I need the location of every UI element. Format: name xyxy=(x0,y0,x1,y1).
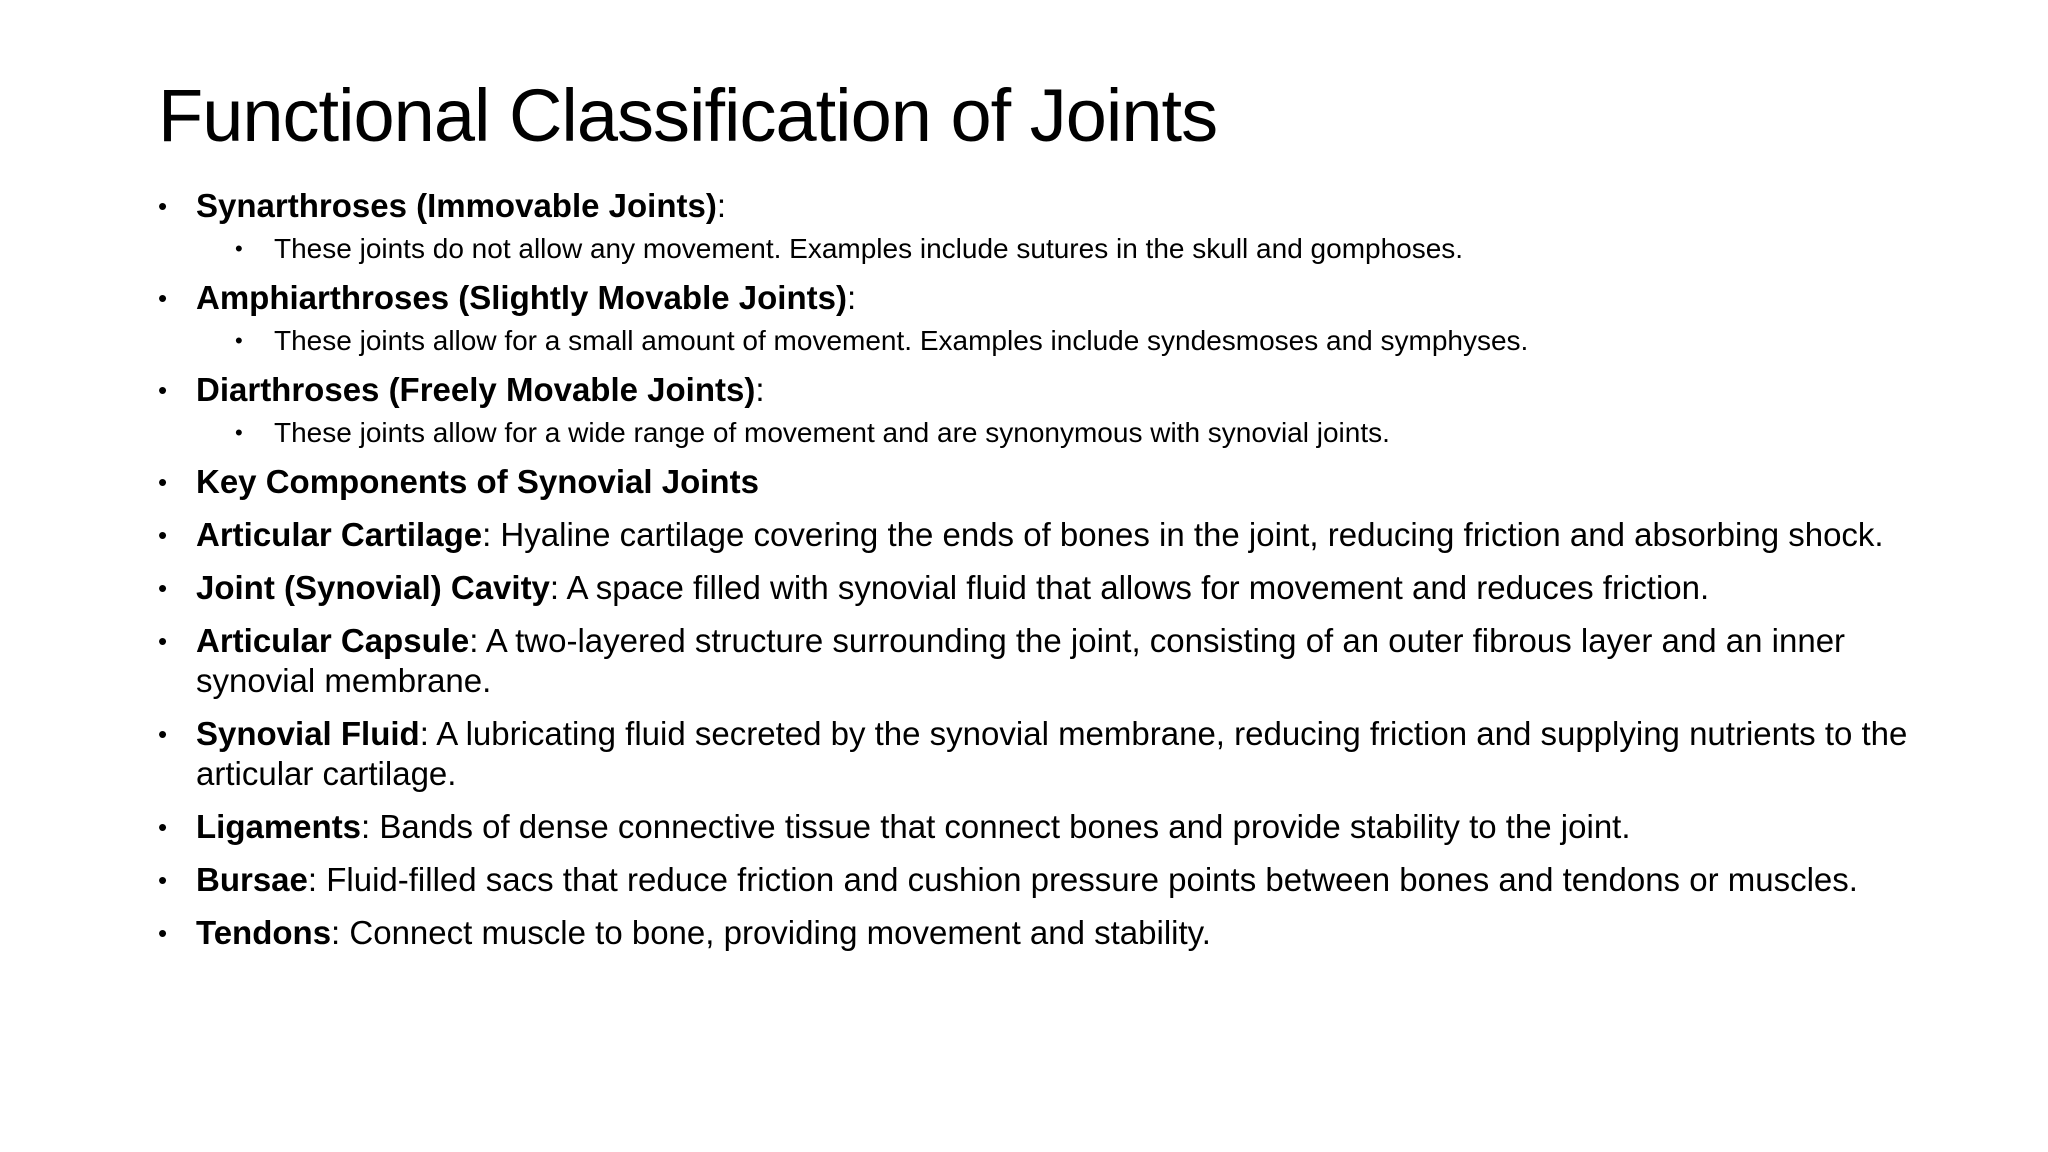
item-text: : Bands of dense connective tissue that connect bones and provide stability to the joint. xyxy=(361,808,1631,845)
bullet-icon: • xyxy=(158,918,168,948)
item-text: : Fluid-filled sacs that reduce friction and cushion pressure points between bones and tendons or muscles. xyxy=(307,861,1858,898)
sub-item-synarthroses xyxy=(158,230,1918,268)
item-label: Tendons xyxy=(196,914,332,951)
item-label: Ligaments xyxy=(196,808,362,845)
list-item-articular-capsule xyxy=(158,621,1918,701)
item-text: : Hyaline cartilage covering the ends of bones in the joint, reducing friction and absorbing shock. xyxy=(482,516,1884,553)
list-item-synovial-fluid xyxy=(158,714,1918,794)
item-label: Articular Capsule xyxy=(196,622,470,659)
bullet-icon: • xyxy=(158,520,168,550)
list-item-bursae xyxy=(158,860,1918,900)
sub-bullet-icon: • xyxy=(235,236,243,261)
slide-title: Functional Classification of Joints xyxy=(158,74,1218,157)
item-text: : xyxy=(846,279,857,316)
bullet-icon: • xyxy=(158,719,168,749)
bullet-icon: • xyxy=(158,865,168,895)
sub-item-amphiarthroses xyxy=(158,322,1918,360)
bullet-list xyxy=(158,186,1918,966)
bullet-icon: • xyxy=(158,191,168,221)
item-label: Key Components of Synovial Joints xyxy=(196,463,759,500)
list-item-articular-cartilage xyxy=(158,515,1918,555)
list-item-joint-cavity xyxy=(158,568,1918,608)
sub-item-text: These joints do not allow any movement. Examples include sutures in the skull and gomphoses. xyxy=(274,233,1464,264)
item-text: : A lubricating fluid secreted by the synovial membrane, reducing friction and supplying nutrients to the articular cartilage. xyxy=(196,715,1908,792)
bullet-icon: • xyxy=(158,283,168,313)
item-label: Amphiarthroses (Slightly Movable Joints) xyxy=(196,279,847,316)
item-label: Synovial Fluid xyxy=(196,715,420,752)
list-item-amphiarthroses xyxy=(158,278,1918,318)
sub-item-text: These joints allow for a wide range of movement and are synonymous with synovial joints. xyxy=(274,417,1390,448)
sub-bullet-icon: • xyxy=(235,420,243,445)
sub-bullet-icon: • xyxy=(235,328,243,353)
item-text: : A space filled with synovial fluid that allows for movement and reduces friction. xyxy=(549,569,1710,606)
item-label: Articular Cartilage xyxy=(196,516,483,553)
list-item-synarthroses xyxy=(158,186,1918,226)
item-text: : A two-layered structure surrounding the joint, consisting of an outer fibrous layer and an inner synovial membrane. xyxy=(196,622,1846,699)
item-text: : xyxy=(716,187,726,224)
bullet-icon: • xyxy=(158,467,168,497)
list-item-key-components xyxy=(158,462,1918,502)
item-text: : Connect muscle to bone, providing movement and stability. xyxy=(331,914,1211,951)
bullet-icon: • xyxy=(158,812,168,842)
list-item-tendons xyxy=(158,913,1918,953)
sub-item-diarthroses xyxy=(158,414,1918,452)
item-label: Bursae xyxy=(196,861,308,898)
item-label: Diarthroses (Freely Movable Joints) xyxy=(196,371,756,408)
bullet-icon: • xyxy=(158,375,168,405)
list-item-diarthroses xyxy=(158,370,1918,410)
item-text: : xyxy=(755,371,765,408)
item-label: Joint (Synovial) Cavity xyxy=(196,569,550,606)
bullet-icon: • xyxy=(158,626,168,656)
item-label: Synarthroses (Immovable Joints) xyxy=(196,187,717,224)
bullet-icon: • xyxy=(158,573,168,603)
list-item-ligaments xyxy=(158,807,1918,847)
sub-item-text: These joints allow for a small amount of movement. Examples include syndesmoses and symphyses. xyxy=(274,325,1529,356)
